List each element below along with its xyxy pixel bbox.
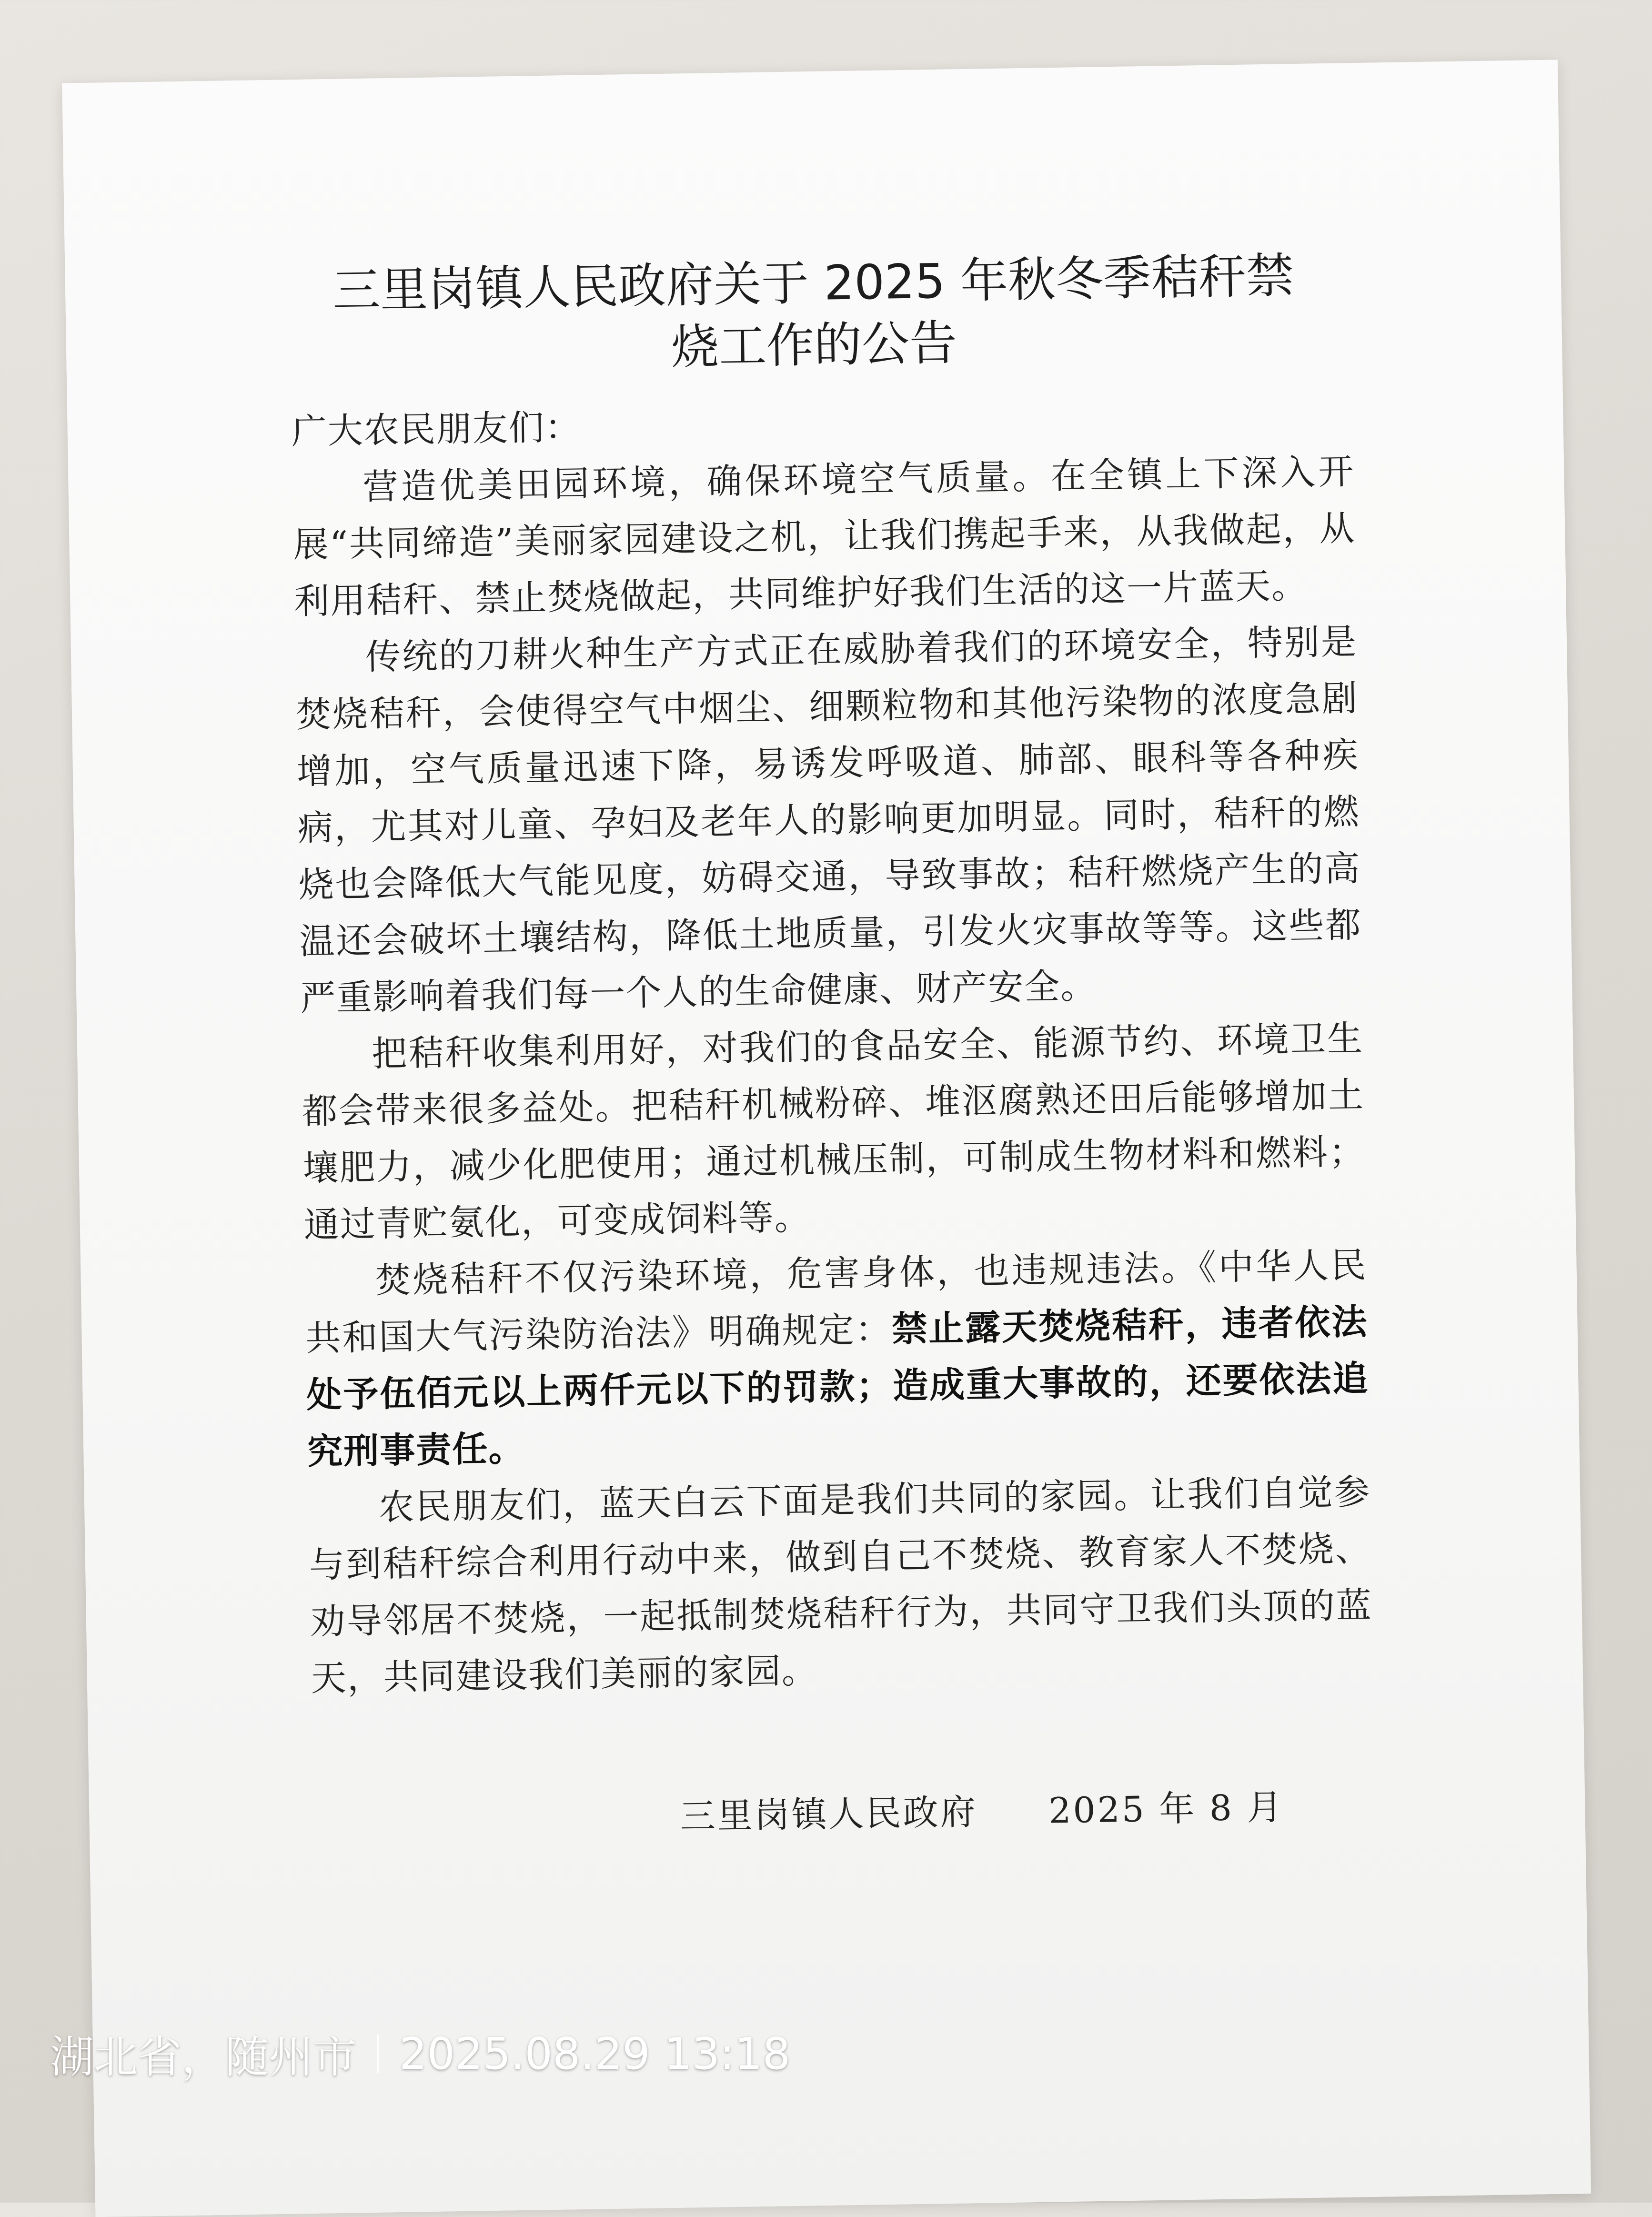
salutation: 广大农民朋友们：	[291, 406, 582, 453]
document-title	[65, 241, 1562, 388]
watermark-separator	[377, 2035, 379, 2073]
paragraph-1: 营造优美田园环境，确保环境空气质量。在全镇上下深入开展“共同缔造”美丽家园建设之机，让我们携起手来，从我做起，从利用秸秆、禁止焚烧做起，共同维护好我们生活的这一片蓝天。	[292, 451, 1356, 623]
paragraph-closing: 农民朋友们，蓝天白云下面是我们共同的家园。让我们自觉参与到秸秆综合利用行动中来，做到自己不焚烧、教育家人不焚烧、劝导邻居不焚烧，一起抵制焚烧秸秆行为，共同守卫我们头顶的蓝天，共同建设我们美丽的家园。	[309, 1471, 1373, 1699]
watermark-location: 湖北省，随州市	[50, 2032, 357, 2083]
signature-org: 三里岗镇人民政府	[679, 1791, 978, 1837]
photo-watermark	[50, 2022, 790, 2085]
document-body	[291, 387, 1374, 1707]
watermark-datetime: 2025.08.29 13:18	[399, 2028, 791, 2079]
paragraph-2: 传统的刀耕火种生产方式正在威胁着我们的环境安全，特别是焚烧秸秆，会使得空气中烟尘、细颗粒物和其他污染物的浓度急剧增加，空气质量迅速下降，易诱发呼吸道、肺部、眼科等各种疾病，尤其对儿童、孕妇及老年人的影响更加明显。同时，秸秆的燃烧也会降低大气能见度，妨碍交通，导致事故；秸秆燃烧产生的高温还会破坏土壤结构，降低土地质量，引发火灾事故等等。这些都严重影响着我们每一个人的生命健康、财产安全。	[295, 621, 1362, 1019]
title-line-1: 三里岗镇人民政府关于 2025 年秋冬季秸秆禁	[332, 248, 1294, 319]
signature-date: 2025 年 8 月	[1048, 1786, 1285, 1832]
paragraph-law	[304, 1237, 1370, 1481]
paragraph-3: 把秸秆收集利用好，对我们的食品安全、能源节约、环境卫生都会带来很多益处。把秸秆机械粉碎、堆沤腐熟还田后能够增加土壤肥力，减少化肥使用；通过机械压制，可制成生物材料和燃料；通过青贮氨化，可变成饲料等。	[302, 1018, 1366, 1246]
signature-block	[680, 1779, 1284, 1839]
law-intro: 焚烧秸秆不仅污染环境，危害身体，也违规违法。《中华人民共和国大气污染防治法》明确规定：	[305, 1244, 1368, 1359]
law-provision-bold: 禁止露天焚烧秸秆，违者依法处予伍佰元以上两仟元以下的罚款；造成重大事故的，还要依法追究刑事责任。	[306, 1301, 1369, 1472]
notice-paper	[62, 60, 1591, 2217]
title-line-2: 烧工作的公告	[671, 315, 957, 375]
